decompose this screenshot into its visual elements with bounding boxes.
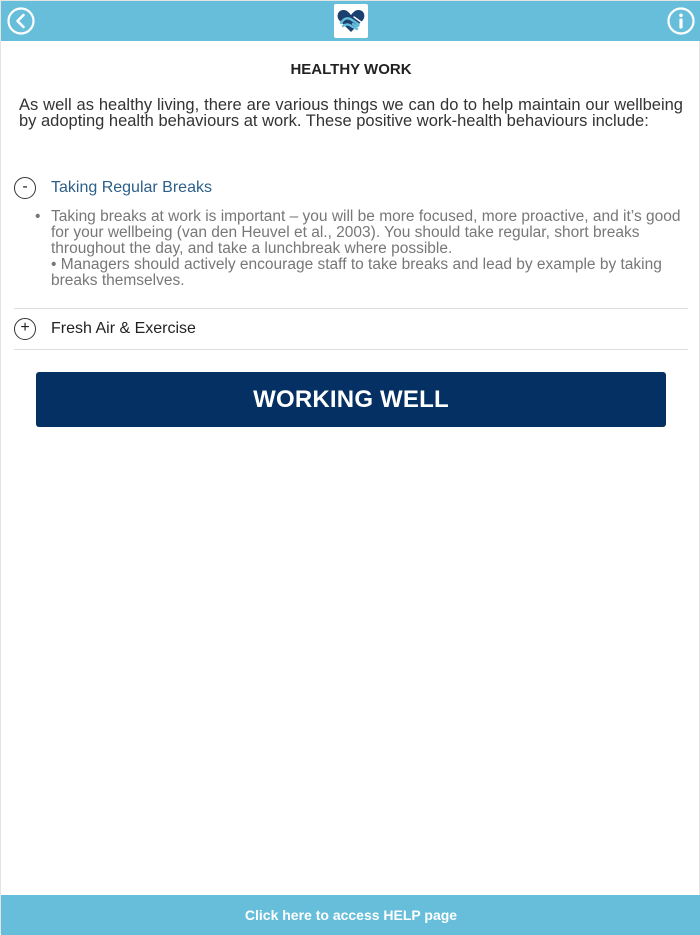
back-chevron-icon[interactable] — [7, 7, 35, 35]
divider — [14, 349, 688, 350]
accordion-label[interactable]: Taking Regular Breaks — [51, 179, 212, 196]
accordion-body-paragraph: • Managers should actively encourage staff to take breaks and lead by example by taking breaks themselves. — [51, 256, 662, 289]
divider — [14, 308, 688, 309]
help-page-link[interactable]: Click here to access HELP page — [1, 895, 700, 935]
page-title: HEALTHY WORK — [290, 61, 412, 78]
accordion-label[interactable]: Fresh Air & Exercise — [51, 320, 196, 337]
heart-hands-logo-icon — [334, 4, 368, 38]
bullet-marker: • — [35, 208, 41, 225]
accordion-header-taking-regular-breaks[interactable] — [14, 176, 688, 200]
top-bar — [1, 1, 700, 41]
accordion-header-fresh-air-exercise[interactable] — [14, 317, 688, 341]
info-icon[interactable] — [667, 7, 695, 35]
working-well-button[interactable]: WORKING WELL — [36, 372, 666, 427]
accordion-body-paragraph: Taking breaks at work is important – you will be more focused, more proactive, and it’s good for your wellbeing (van den Heuvel et al., 2003). You should take regular, short breaks throughout the day, and take a lunchbreak where possible. — [51, 208, 681, 257]
accordion-body-taking-regular-breaks — [35, 209, 685, 289]
intro-text: As well as healthy living, there are various things we can do to help maintain our wellbeing by adopting health behaviours at work. These positive work-health behaviours include: — [19, 96, 683, 130]
expand-plus-icon[interactable]: + — [14, 318, 36, 340]
collapse-minus-icon[interactable]: - — [14, 177, 36, 199]
